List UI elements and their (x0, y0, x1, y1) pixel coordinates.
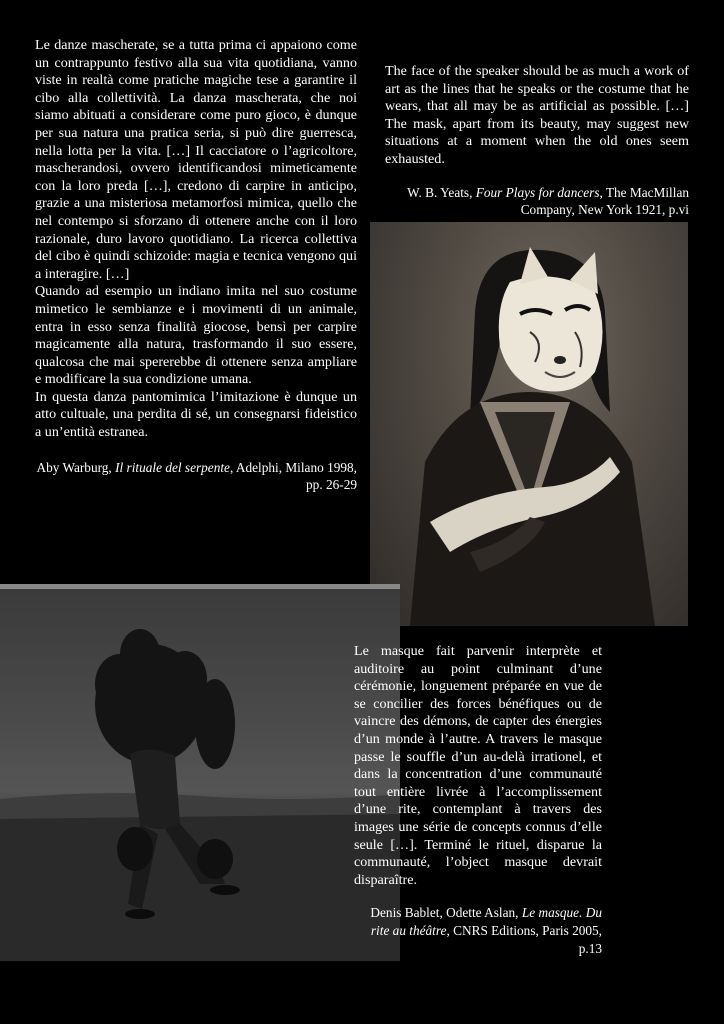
bablet-cite-author: Denis Bablet, Odette Aslan, (370, 905, 522, 921)
bablet-cite-rest: , CNRS Editions, Paris 2005, p.13 (446, 922, 602, 956)
warburg-quote-block (35, 37, 357, 494)
yeats-cite-title: Four Plays for dancers (475, 184, 600, 200)
warburg-paragraph-1: Le danze mascherate, se a tutta prima ci appaiono come un contrappunto festivo alla sua vita quotidiana, vanno viste in realtà come pratiche magiche tese a garantire il cibo alla collettività. La danza mascherata, che noi siamo abituati a considerare come puro gioco, è dunque per sua natura una pratica seria, si può dire guerresca, nella lotta per la vita. […] Il cacciatore o l’agricoltore, mascherandosi, ovvero identificandosi mimeticamente con la loro preda […], credono di carpire in anticipo, grazie a una misteriosa metamorfosi mimica, quello che nel contempo si sforzano di ottenere anche con il loro razionale, duro lavoro quotidiano. La ricerca collettiva del cibo è quindi schizoide: magia e tecnica vengono qui a interagire. […] (35, 37, 357, 282)
bablet-cite-title: Le masque. Du rite au théâtre (370, 905, 602, 938)
warburg-cite-rest: , Adelphi, Milano 1998, pp. 26-29 (229, 459, 357, 493)
yeats-cite-author: W. B. Yeats, (407, 184, 476, 200)
warburg-cite-title: Il rituale del serpente (115, 459, 230, 475)
yeats-quote-block (385, 63, 689, 219)
yeats-cite-rest: , The MacMillan Company, New York 1921, p.vi (520, 184, 689, 218)
warburg-citation (35, 459, 357, 494)
masked-dancer-photo (0, 584, 400, 961)
yeats-paragraph: The face of the speaker should be as much a work of art as the lines that he speaks or the costume that he wears, that all may be as artificial as possible. […] The mask, apart from its beauty, may suggest new situations at a moment when the old ones seem exhausted. (385, 63, 689, 167)
fox-mask-photo (370, 222, 688, 626)
warburg-paragraph-3: In questa danza pantomimica l’imitazione è dunque un atto cultuale, una perdita di sé, un consegnarsi fideistico a un’entità estranea. (35, 388, 357, 441)
masked-dancer-illustration (0, 584, 400, 961)
warburg-cite-author: Aby Warburg, (36, 459, 116, 475)
warburg-paragraph-2: Quando ad esempio un indiano imita nel suo costume mimetico le sembianze e i movimenti di un animale, entra in esso senza finalità giocose, bensì per carpire magicamente alla natura, trasformando il suo essere, qualcosa che mai spererebbe di ottenere senza ampliare e modificare la sua condizione umana. (35, 283, 357, 388)
bablet-quote-block (354, 643, 602, 957)
yeats-citation (385, 184, 689, 219)
bablet-citation (354, 904, 602, 957)
fox-mask-illustration (370, 222, 688, 626)
bablet-paragraph: Le masque fait parvenir interprète et auditoire au point culminant d’une cérémonie, longuement préparée en vue de se concilier des forces bénéfiques ou de vaincre des démons, de capter des énergies d’un monde à l’autre. A travers le masque passe le souffle d’un au-delà irrationel, et dans la concentration d’une communauté tout entière livrée à l’accomplissement d’une rite, contemplant à travers des images une série de concepts connus d’elle seule […]. Terminé le rituel, disparue la communauté, l’object masque devrait disparaître. (354, 643, 602, 888)
